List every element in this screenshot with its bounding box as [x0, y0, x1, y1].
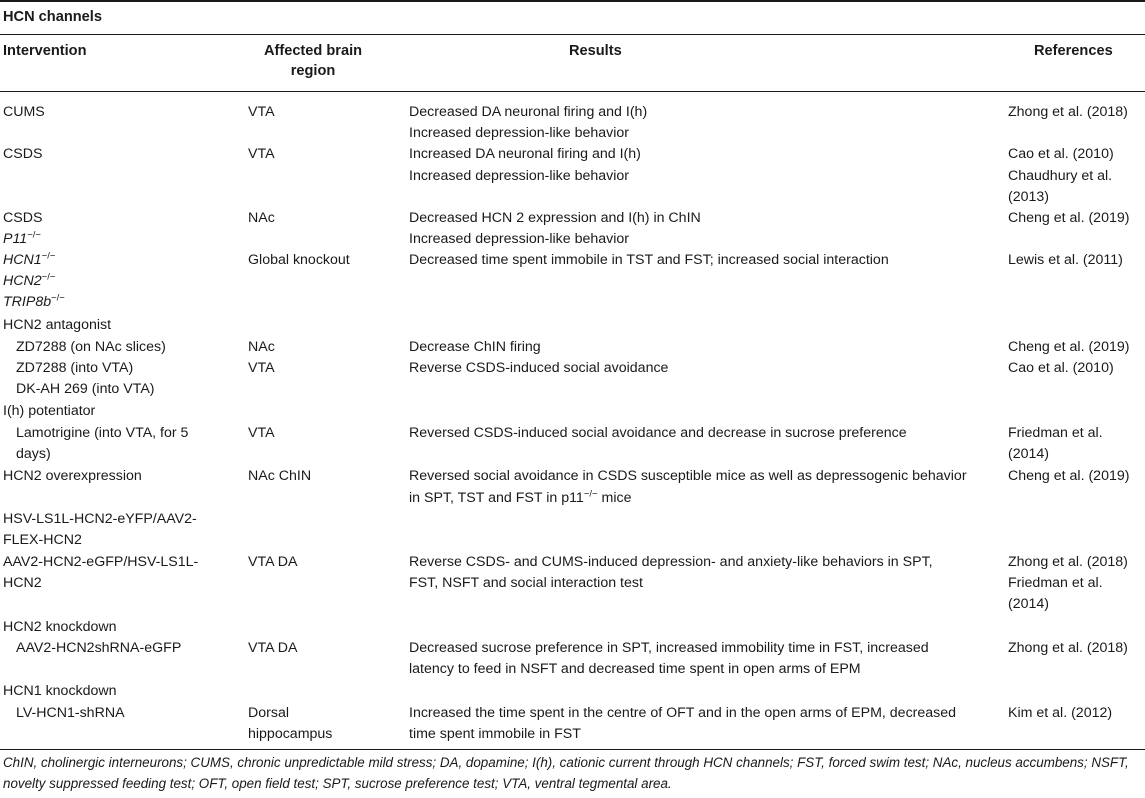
header-intervention: Intervention: [3, 43, 87, 59]
row-csds1-ref-2: Chaudhury et al.: [1008, 168, 1113, 184]
sup-knockout: −/−: [583, 488, 598, 500]
row-hcn1kd-ref: Kim et al. (2012): [1008, 705, 1113, 721]
top-rule: [0, 0, 1145, 2]
row-zd1-region: NAc: [248, 339, 275, 355]
gene-p11: P11: [3, 231, 28, 247]
gene-trip8b: TRIP8b: [3, 294, 52, 310]
header-results: Results: [569, 43, 622, 59]
row-csds2-result-1: Decreased HCN 2 expression and I(h) in ChIN: [409, 210, 701, 226]
row-csds1-result-1: Increased DA neuronal firing and I(h): [409, 146, 641, 162]
row-vector2-region: VTA DA: [248, 554, 298, 570]
row-zd2-intervention: ZD7288 (into VTA): [16, 360, 134, 376]
row-ko-hcn2: [3, 271, 55, 292]
row-cums-result-1: Decreased DA neuronal firing and I(h): [409, 104, 648, 120]
row-lamotrigine-line2: days): [16, 446, 51, 462]
group-hcn2-knockdown: HCN2 knockdown: [3, 619, 117, 635]
row-csds1-result-2: Increased depression-like behavior: [409, 168, 630, 184]
row-csds1-ref-1: Cao et al. (2010): [1008, 146, 1114, 162]
row-hcn2kd-result-1: Decreased sucrose preference in SPT, increased immobility time in FST, increased: [409, 640, 929, 656]
row-zd1-ref: Cheng et al. (2019): [1008, 339, 1130, 355]
row-hcn2kd-result-2: latency to feed in NSFT and decreased time spent in open arms of EPM: [409, 661, 861, 677]
row-overexpression-region: NAc ChIN: [248, 468, 312, 484]
row-cums-ref: Zhong et al. (2018): [1008, 104, 1128, 120]
table-footnote: ChIN, cholinergic interneurons; CUMS, chronic unpredictable mild stress; DA, dopamine; I(h), cationic current through HCN channels; FST, forced swim test; NAc, nucleus accumbens; NSFT, novelty suppressed feeding test; OFT, open field test; SPT, sucrose preference test; VTA, ventral tegmental area.: [3, 755, 1129, 791]
row-overexpression-ref: Cheng et al. (2019): [1008, 468, 1130, 484]
row-zd2-ref: Cao et al. (2010): [1008, 360, 1114, 376]
row-cums-region: VTA: [248, 104, 275, 120]
row-ko-hcn1: [3, 250, 55, 271]
row-ko-result: Decreased time spent immobile in TST and FST; increased social interaction: [409, 252, 889, 268]
row-hcn1kd-region-1: Dorsal: [248, 705, 289, 721]
header-region-line1: Affected brain: [263, 43, 363, 59]
row-lamotrigine-region: VTA: [248, 425, 275, 441]
row-csds2-intervention: CSDS: [3, 210, 43, 226]
row-hcn1kd-intervention: LV-HCN1-shRNA: [16, 705, 125, 721]
row-overexpression-result-2: [409, 488, 631, 509]
row-dk-intervention: DK-AH 269 (into VTA): [16, 381, 155, 397]
sup-knockout: −/−: [27, 229, 41, 241]
row-zd1-result: Decrease ChIN firing: [409, 339, 541, 355]
row-vector2-result-1: Reverse CSDS- and CUMS-induced depression- and anxiety-like behaviors in SPT,: [409, 554, 933, 570]
row-lamotrigine-ref-1: Friedman et al.: [1008, 425, 1103, 441]
row-overexpression-intervention: HCN2 overexpression: [3, 468, 142, 484]
gene-hcn2: HCN2: [3, 273, 42, 289]
row-vector2-line2: HCN2: [3, 575, 42, 591]
row-lamotrigine-ref-2: (2014): [1008, 446, 1050, 462]
row-csds2-result-2: Increased depression-like behavior: [409, 231, 630, 247]
row-csds1-intervention: CSDS: [3, 146, 43, 162]
row-vector1-line2: FLEX-HCN2: [3, 532, 82, 548]
row-zd1-intervention: ZD7288 (on NAc slices): [16, 339, 166, 355]
sup-knockout: −/−: [51, 292, 65, 304]
sup-knockout: −/−: [41, 250, 56, 262]
row-vector1-line1: HSV-LS1L-HCN2-eYFP/AAV2-: [3, 511, 197, 527]
header-rule: [0, 91, 1145, 92]
header-references: References: [1034, 43, 1113, 59]
row-lamotrigine-result: Reversed CSDS-induced social avoidance and decrease in sucrose preference: [409, 425, 907, 441]
row-hcn2kd-region: VTA DA: [248, 640, 298, 656]
group-hcn1-knockdown: HCN1 knockdown: [3, 683, 117, 699]
row-hcn1kd-result-1: Increased the time spent in the centre of OFT and in the open arms of EPM, decreased: [409, 705, 957, 721]
header-region: [248, 41, 378, 81]
row-csds1-ref-3: (2013): [1008, 189, 1050, 205]
row-vector2-result-2: FST, NSFT and social interaction test: [409, 575, 643, 591]
row-cums-intervention: CUMS: [3, 104, 45, 120]
row-csds2-intervention-2: [3, 229, 41, 250]
group-antagonist: HCN2 antagonist: [3, 317, 112, 333]
row-csds1-region: VTA: [248, 146, 275, 162]
row-vector2-line1: AAV2-HCN2-eGFP/HSV-LS1L-: [3, 554, 199, 570]
row-cums-result-2: Increased depression-like behavior: [409, 125, 630, 141]
row-hcn2kd-ref: Zhong et al. (2018): [1008, 640, 1128, 656]
title-rule: [0, 34, 1145, 35]
row-zd2-region: VTA: [248, 360, 275, 376]
row-zd2-result: Reverse CSDS-induced social avoidance: [409, 360, 669, 376]
row-hcn1kd-region-2: hippocampus: [248, 726, 333, 742]
header-region-line2: region: [290, 63, 336, 79]
row-ko-trip8b: [3, 292, 65, 313]
gene-hcn1: HCN1: [3, 252, 42, 268]
row-vector2-ref-2: Friedman et al.: [1008, 575, 1103, 591]
sup-knockout: −/−: [41, 271, 56, 283]
row-csds2-region: NAc: [248, 210, 275, 226]
row-hcn1kd-result-2: time spent immobile in FST: [409, 726, 581, 742]
result-text-end: mice: [597, 490, 632, 506]
result-text: in SPT, TST and FST in p11: [409, 490, 584, 506]
row-ko-region: Global knockout: [248, 252, 350, 268]
row-hcn2kd-intervention: AAV2-HCN2shRNA-eGFP: [16, 640, 182, 656]
row-ko-ref: Lewis et al. (2011): [1008, 252, 1123, 268]
row-vector2-ref-1: Zhong et al. (2018): [1008, 554, 1128, 570]
row-vector2-ref-3: (2014): [1008, 596, 1050, 612]
group-potentiator: I(h) potentiator: [3, 403, 96, 419]
row-lamotrigine-line1: Lamotrigine (into VTA, for 5: [16, 425, 189, 441]
table-title: HCN channels: [3, 9, 102, 25]
bottom-rule: [0, 749, 1145, 750]
row-overexpression-result-1: Reversed social avoidance in CSDS susceptible mice as well as depressogenic behavior: [409, 468, 967, 484]
row-csds2-ref: Cheng et al. (2019): [1008, 210, 1130, 226]
